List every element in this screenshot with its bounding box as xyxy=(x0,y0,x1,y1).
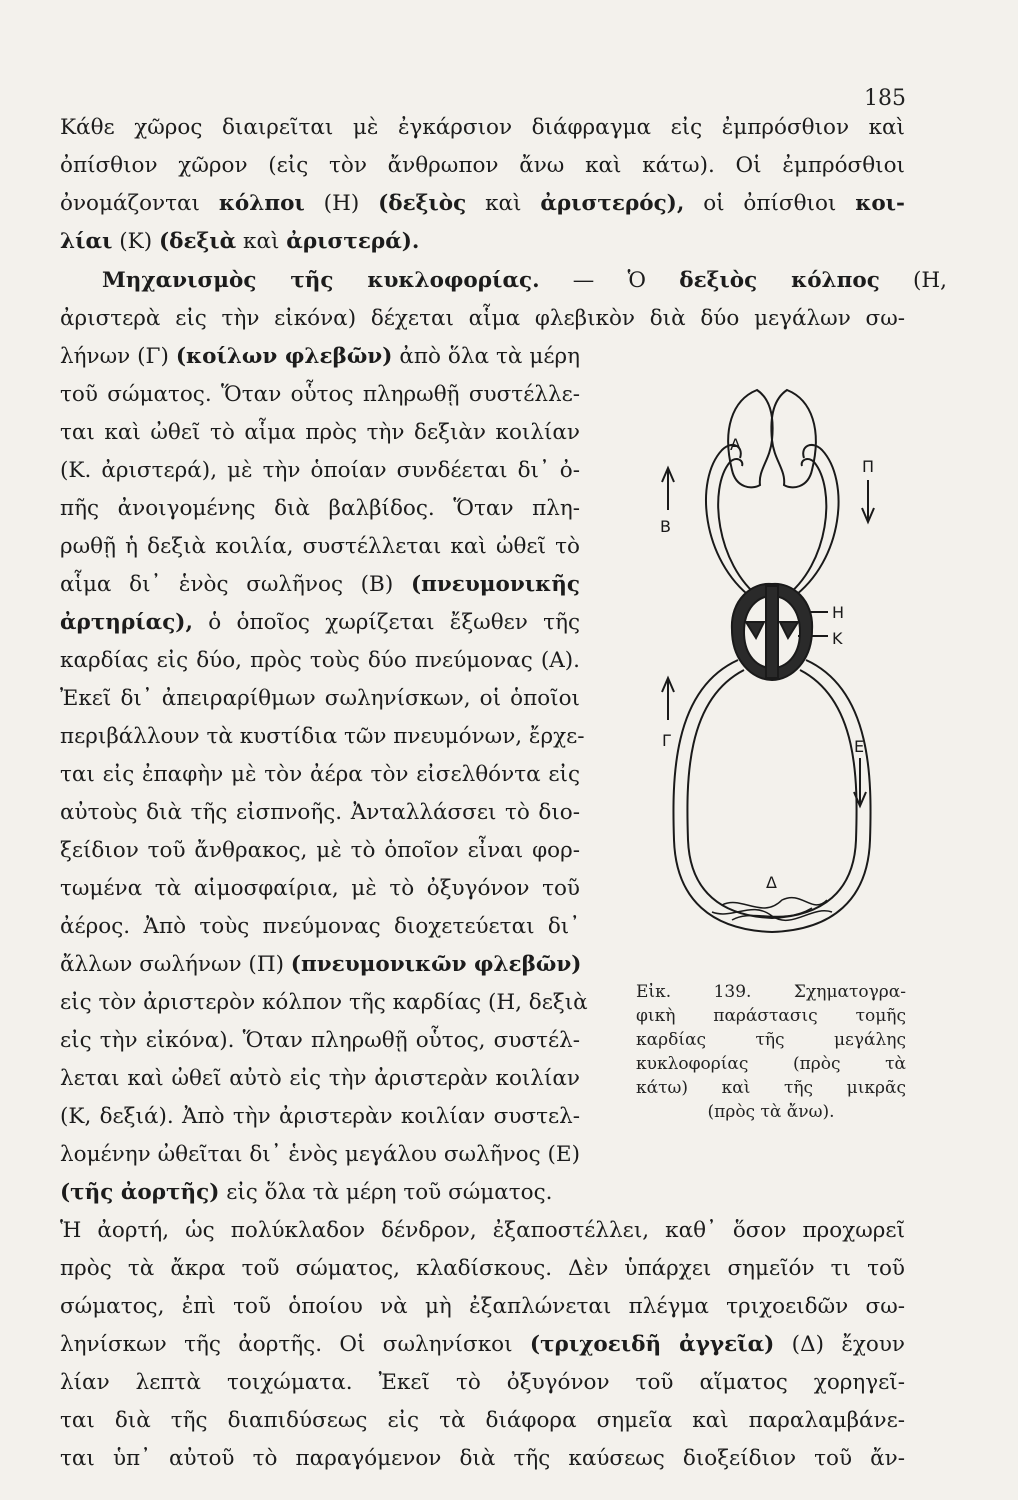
bold-term: κοι- xyxy=(855,191,905,216)
caption-line: κυκλοφορίας (πρὸς τὰ xyxy=(636,1054,906,1074)
caption-line: φικὴ παράστασις τομῆς xyxy=(636,1006,906,1026)
text-run: ται εἰς ἐπαφὴν μὲ τὸν ἀέρα τὸν εἰσελθόντα εἰς xyxy=(60,762,580,787)
text-run: ἀριστερὰ εἰς τὴν εἰκόνα) δέχεται αἷμα φλεβικὸν διὰ δύο μεγάλων σω- xyxy=(60,306,905,331)
text-run: καὶ xyxy=(466,191,541,216)
bold-term: ἀρτηρίας), xyxy=(60,610,193,635)
pulmonary-vein-loop-right xyxy=(792,445,839,598)
arrow-g-up xyxy=(662,678,674,720)
text-run: — Ὁ xyxy=(539,268,680,293)
bold-term: (πνευμονικῶν φλεβῶν) xyxy=(290,952,582,977)
text-run: λεται καὶ ὠθεῖ αὐτὸ εἰς τὴν ἀριστερὰν κοιλίαν xyxy=(60,1066,580,1091)
text-line xyxy=(60,989,588,1017)
bold-term: (δεξιὸς xyxy=(378,191,467,216)
text-run: εἰς τὴν εἰκόνα). Ὅταν πληρωθῇ οὗτος, συστέλ- xyxy=(60,1028,580,1053)
text-line xyxy=(60,1407,905,1435)
label-k: Κ xyxy=(832,629,843,648)
bold-term: Μηχανισμὸς τῆς κυκλοφορίας. xyxy=(102,268,540,293)
text-run: λήνων (Γ) xyxy=(60,344,176,369)
text-run: (Κ) xyxy=(112,229,159,254)
text-line xyxy=(60,723,585,751)
text-line xyxy=(60,228,905,256)
text-line xyxy=(60,609,580,637)
text-run: αἷμα δι᾽ ἑνὸς σωλῆνος (Β) xyxy=(60,572,411,597)
text-line xyxy=(60,1141,580,1169)
text-run: πρὸς τὰ ἄκρα τοῦ σώματος, κλαδίσκους. Δὲν ὑπάρχει σημεῖόν τι τοῦ xyxy=(60,1256,905,1281)
text-run: πῆς ἀνοιγομένης διὰ βαλβίδος. Ὅταν πλη- xyxy=(60,496,580,521)
text-run: (Η, xyxy=(879,268,947,293)
label-a: Α xyxy=(730,435,741,454)
bold-term: (τριχοειδῆ ἀγγεῖα) xyxy=(529,1332,775,1357)
text-line xyxy=(60,457,580,485)
figure-caption xyxy=(636,980,906,1124)
text-run: αὐτοὺς διὰ τῆς εἰσπνοῆς. Ἀνταλλάσσει τὸ διο- xyxy=(60,800,580,825)
text-run: λομένην ὠθεῖται δι᾽ ἑνὸς μεγάλου σωλῆνος (Ε) xyxy=(60,1142,580,1167)
text-line xyxy=(60,305,905,333)
label-h: Η xyxy=(832,603,845,622)
page-number: 185 xyxy=(864,86,906,111)
text-run: (Κ. ἀριστερά), μὲ τὴν ὁποίαν συνδέεται δι᾽ ὀ- xyxy=(60,458,580,483)
text-run: ἀέρος. Ἀπὸ τοὺς πνεύμονας διοχετεύεται δι᾽ xyxy=(60,914,580,939)
text-line xyxy=(60,1065,580,1093)
text-line xyxy=(60,343,580,371)
text-run: ται καὶ ὠθεῖ τὸ αἷμα πρὸς τὴν δεξιὰν κοιλίαν xyxy=(60,420,580,445)
text-run: περιβάλλουν τὰ κυστίδια τῶν πνευμόνων, ἔρχε- xyxy=(60,724,585,749)
caption-line: (πρὸς τὰ ἄνω). xyxy=(707,1102,835,1122)
right-valve xyxy=(780,622,798,638)
bold-term: λίαι xyxy=(60,229,113,254)
text-run: ἀπὸ ὅλα τὰ μέρη xyxy=(392,344,580,369)
bold-term: (δεξιὰ xyxy=(158,229,237,254)
text-line xyxy=(60,647,580,675)
text-line xyxy=(60,495,580,523)
bold-term: (τῆς ἀορτῆς) xyxy=(60,1180,220,1205)
text-line xyxy=(60,1179,580,1207)
bold-term: (κοίλων φλεβῶν) xyxy=(175,344,393,369)
text-run: (Δ) ἔχουν xyxy=(774,1332,905,1357)
text-run: ὁ ὁποῖος χωρίζεται ἔξωθεν τῆς xyxy=(192,610,580,635)
text-line xyxy=(60,1217,905,1245)
text-line xyxy=(60,875,580,903)
text-line xyxy=(60,951,580,979)
text-run: εἰς τὸν ἀριστερὸν κόλπον τῆς καρδίας (Η, δεξιὰ xyxy=(60,990,588,1015)
text-run: (Κ, δεξιά). Ἀπὸ τὴν ἀριστερὰν κοιλίαν συστελ- xyxy=(60,1104,580,1129)
text-line xyxy=(60,114,905,142)
right-lung-shape xyxy=(771,390,815,487)
text-line xyxy=(60,419,580,447)
text-line xyxy=(60,685,580,713)
heart-circulation-figure xyxy=(632,360,914,970)
text-line xyxy=(60,381,580,409)
text-line xyxy=(60,837,580,865)
bold-term: κόλποι xyxy=(218,191,305,216)
arrow-b-up xyxy=(662,468,674,510)
pulmonary-artery-loop-left xyxy=(706,445,752,598)
text-run: καρδίας εἰς δύο, πρὸς τοὺς δύο πνεύμονας (Α). xyxy=(60,648,580,673)
text-run: σώματος, ἐπὶ τοῦ ὁποίου νὰ μὴ ἐξαπλώνεται πλέγμα τριχοειδῶν σω- xyxy=(60,1294,905,1319)
text-line xyxy=(60,1027,580,1055)
caption-line: καρδίας τῆς μεγάλης xyxy=(636,1030,906,1050)
text-line xyxy=(60,1293,905,1321)
text-run: ξείδιον τοῦ ἄνθρακος, μὲ τὸ ὁποῖον εἶναι φορ- xyxy=(60,838,580,863)
bold-term: δεξιὸς κόλπος xyxy=(679,268,880,293)
left-valve xyxy=(746,622,764,638)
text-run: ὀνομάζονται xyxy=(60,191,219,216)
text-line xyxy=(60,761,580,789)
text-run: ληνίσκων τῆς ἀορτῆς. Οἱ σωληνίσκοι xyxy=(60,1332,530,1357)
text-line xyxy=(60,799,580,827)
pulmonary-vein-loop-right-inner xyxy=(784,459,826,598)
text-line xyxy=(60,1255,905,1283)
text-line xyxy=(60,571,580,599)
text-run: λίαν λεπτὰ τοιχώματα. Ἐκεῖ τὸ ὀξυγόνον τοῦ αἵματος χορηγεῖ- xyxy=(60,1370,905,1395)
text-run: ται ὑπ᾽ αὐτοῦ τὸ παραγόμενον διὰ τῆς καύσεως διοξείδιον τοῦ ἄν- xyxy=(60,1446,905,1471)
text-run: Κάθε χῶρος διαιρεῖται μὲ ἐγκάρσιον διάφραγμα εἰς ἐμπρόσθιον καὶ xyxy=(60,115,905,140)
text-line xyxy=(60,533,580,561)
text-line xyxy=(60,1331,905,1359)
caption-line: κάτω) καὶ τῆς μικρᾶς xyxy=(636,1078,906,1098)
text-run: τοῦ σώματος. Ὅταν οὗτος πληρωθῇ συστέλλε- xyxy=(60,382,580,407)
label-g: Γ xyxy=(662,731,671,750)
text-line xyxy=(60,1369,905,1397)
text-run: Ἡ ἀορτή, ὡς πολύκλαδον δένδρον, ἐξαποστέλλει, καθ᾽ ὅσον προχωρεῖ xyxy=(60,1218,905,1243)
label-d: Δ xyxy=(766,873,777,892)
caption-line: Εἰκ. 139. Σχηματογρα- xyxy=(636,982,906,1002)
bold-term: (πνευμονικῆς xyxy=(410,572,580,597)
arrow-p-down xyxy=(862,480,874,522)
text-run: ἄλλων σωλήνων (Π) xyxy=(60,952,291,977)
text-run: (Η) xyxy=(304,191,379,216)
text-run: εἰς ὅλα τὰ μέρη τοῦ σώματος. xyxy=(219,1180,553,1205)
text-line xyxy=(60,190,905,218)
text-line xyxy=(60,267,947,295)
text-line xyxy=(60,152,905,180)
pulmonary-artery-loop-left-inner xyxy=(718,459,760,598)
bold-term: ἀριστερός), xyxy=(540,191,685,216)
heart-septum xyxy=(766,586,778,678)
text-run: Ἐκεῖ δι᾽ ἀπειραρίθμων σωληνίσκων, οἱ ὁποῖοι xyxy=(60,686,580,711)
text-line xyxy=(60,913,580,941)
text-run: ρωθῇ ἡ δεξιὰ κοιλία, συστέλλεται καὶ ὠθεῖ τὸ xyxy=(60,534,580,559)
text-run: ὀπίσθιον χῶρον (εἰς τὸν ἄνθρωπον ἄνω καὶ κάτω). Οἱ ἐμπρόσθιοι xyxy=(60,153,905,178)
label-e: Ε xyxy=(854,737,865,756)
label-p: Π xyxy=(862,457,875,476)
bold-term: ἀριστερά). xyxy=(286,229,420,254)
text-run: τωμένα τὰ αἱμοσφαίρια, μὲ τὸ ὀξυγόνον τοῦ xyxy=(60,876,580,901)
text-run: ται διὰ τῆς διαπιδύσεως εἰς τὰ διάφορα σημεῖα καὶ παραλαμβάνε- xyxy=(60,1408,905,1433)
heart-diagram xyxy=(632,360,914,970)
text-run: οἱ ὀπίσθιοι xyxy=(684,191,856,216)
text-run: καὶ xyxy=(236,229,287,254)
text-line xyxy=(60,1445,905,1473)
text-line xyxy=(60,1103,580,1131)
label-b: Β xyxy=(660,517,671,536)
